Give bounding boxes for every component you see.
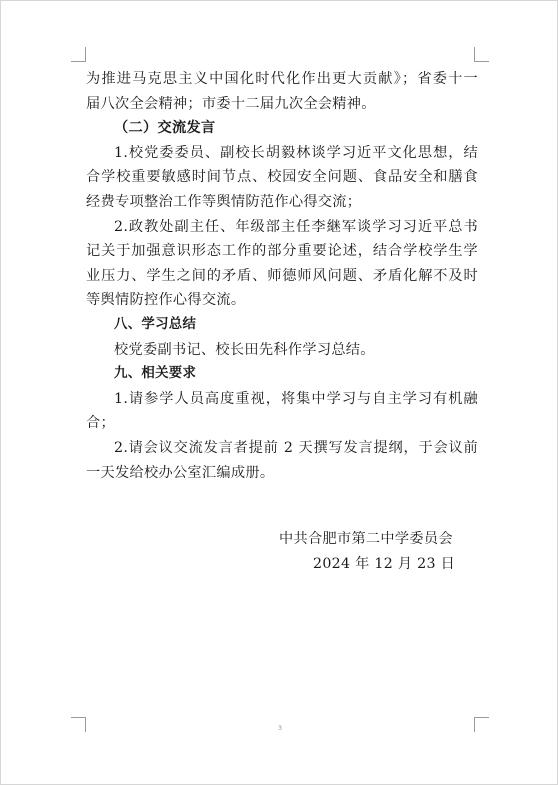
body-line: 1.请参学人员高度重视，将集中学习与自主学习有机融	[114, 390, 478, 407]
document-body	[86, 67, 478, 485]
section-heading: （二）交流发言	[114, 120, 216, 137]
body-line: 合；	[86, 415, 115, 432]
page-number: 3	[278, 725, 282, 732]
body-line: 一天发给校办公室汇编成册。	[86, 464, 275, 481]
section-heading: 九、相关要求	[114, 366, 197, 382]
body-line: 2.请会议交流发言者提前 2 天撰写发言提纲，于会议前	[114, 439, 478, 456]
margin-corner-mark-top-right	[474, 47, 489, 62]
body-line: 校党委副书记、校长田先科作学习总结。	[114, 341, 375, 358]
body-line: 等舆情防控作心得交流。	[86, 292, 246, 309]
signature-organization: 中共合肥市第二中学委员会	[279, 531, 453, 547]
section-heading: 八、学习总结	[114, 316, 197, 332]
body-line: 合学校重要敏感时间节点、校园安全问题、食品安全和膳食	[86, 169, 478, 186]
body-line: 届八次全会精神；市委十二届九次全会精神。	[86, 95, 376, 112]
body-line: 2.政教处副主任、年级部主任李継军谈学习习近平总书	[114, 218, 478, 235]
body-line: 为推进马克思主义中国化时代化作出更大贡献》；省委十一	[86, 71, 478, 87]
body-line: 经费专项整治工作等舆情防范作心得交流；	[86, 193, 362, 210]
margin-corner-mark-top-left	[71, 47, 86, 62]
body-line: 业压力、学生之间的矛盾、师德师风问题、矛盾化解不及时	[86, 267, 478, 284]
body-line: 记关于加强意识形态工作的部分重要论述，结合学校学生学	[86, 243, 478, 260]
signature-date: 2024 年 12 月 23 日	[313, 556, 456, 572]
body-line: 1.校党委委员、副校长胡毅林谈学习近平文化思想，结	[114, 144, 478, 161]
